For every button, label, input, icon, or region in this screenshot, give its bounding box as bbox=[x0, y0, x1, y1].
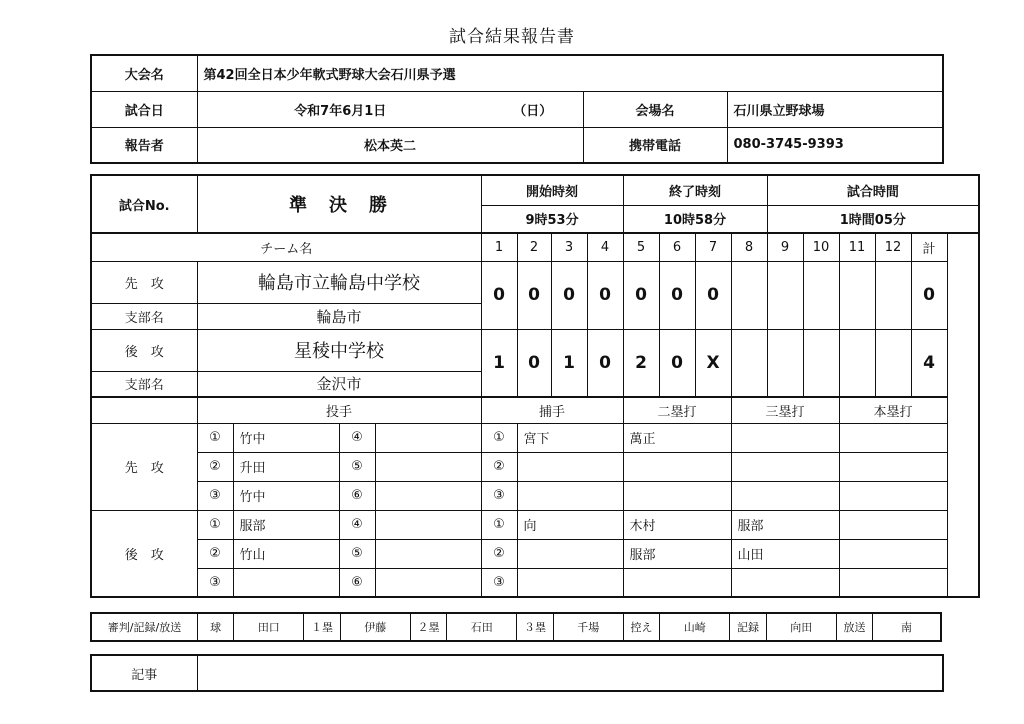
first-side-label: 先 攻 bbox=[91, 261, 197, 303]
mark: ③ bbox=[481, 568, 517, 597]
first-branch-label: 支部名 bbox=[91, 303, 197, 329]
umpire-table bbox=[90, 612, 942, 642]
second-side-label: 後 攻 bbox=[91, 329, 197, 371]
reporter-label: 報告者 bbox=[91, 127, 197, 163]
first-inning-score: 0 bbox=[551, 261, 587, 329]
first-pitcher bbox=[375, 481, 481, 510]
first-inning-score bbox=[767, 261, 803, 329]
inning-header: 8 bbox=[731, 233, 767, 261]
first-triple bbox=[731, 452, 839, 481]
first-inning-score: 0 bbox=[587, 261, 623, 329]
first-inning-score bbox=[731, 261, 767, 329]
plate-umpire: 田口 bbox=[234, 613, 304, 641]
inning-header: 1 bbox=[481, 233, 517, 261]
first-pitcher bbox=[375, 452, 481, 481]
mark: ⑥ bbox=[339, 568, 375, 597]
start-value: 9時53分 bbox=[481, 205, 623, 233]
team-name-label: チーム名 bbox=[91, 233, 481, 261]
notes-label: 記事 bbox=[91, 655, 197, 691]
first-inning-score bbox=[803, 261, 839, 329]
second-pitcher bbox=[233, 568, 339, 597]
mark: ② bbox=[481, 539, 517, 568]
players-first-label: 先 攻 bbox=[91, 423, 197, 510]
inning-header: 10 bbox=[803, 233, 839, 261]
first-catcher bbox=[517, 481, 623, 510]
notes-table bbox=[90, 654, 944, 692]
second-pitcher bbox=[375, 568, 481, 597]
record-label: 記録 bbox=[730, 613, 766, 641]
phone-value: 080-3745-9393 bbox=[727, 127, 943, 163]
third-base-label: ３塁 bbox=[517, 613, 553, 641]
second-inning-score: X bbox=[695, 329, 731, 397]
second-inning-score: 2 bbox=[623, 329, 659, 397]
first-catcher: 宮下 bbox=[517, 423, 623, 452]
first-base-label: １塁 bbox=[304, 613, 340, 641]
first-double bbox=[623, 452, 731, 481]
inning-header: 7 bbox=[695, 233, 731, 261]
second-pitcher bbox=[375, 510, 481, 539]
first-homer bbox=[839, 452, 947, 481]
second-branch-label: 支部名 bbox=[91, 371, 197, 397]
second-inning-score: 0 bbox=[659, 329, 695, 397]
first-team-name: 輪島市立輪島中学校 bbox=[197, 261, 481, 303]
second-inning-score bbox=[875, 329, 911, 397]
player-header-blank bbox=[91, 397, 197, 423]
plate-label: 球 bbox=[198, 613, 234, 641]
first-triple bbox=[731, 481, 839, 510]
second-homer bbox=[839, 539, 947, 568]
mark: ④ bbox=[339, 510, 375, 539]
inning-header: 2 bbox=[517, 233, 551, 261]
mark: ① bbox=[481, 423, 517, 452]
pitcher-label: 投手 bbox=[197, 397, 481, 423]
broadcast-label: 放送 bbox=[836, 613, 872, 641]
double-label: 二塁打 bbox=[623, 397, 731, 423]
homer-label: 本塁打 bbox=[839, 397, 947, 423]
second-branch: 金沢市 bbox=[197, 371, 481, 397]
inning-header: 12 bbox=[875, 233, 911, 261]
mark: ⑤ bbox=[339, 539, 375, 568]
tournament-value: 第42回全日本少年軟式野球大会石川県予選 bbox=[197, 55, 943, 91]
first-inning-score: 0 bbox=[623, 261, 659, 329]
first-base-umpire: 伊藤 bbox=[340, 613, 410, 641]
second-double bbox=[623, 568, 731, 597]
second-double: 木村 bbox=[623, 510, 731, 539]
inning-header: 9 bbox=[767, 233, 803, 261]
mark: ① bbox=[197, 510, 233, 539]
mark: ② bbox=[197, 539, 233, 568]
third-base-umpire: 千場 bbox=[553, 613, 623, 641]
second-inning-score: 1 bbox=[481, 329, 517, 397]
second-pitcher: 竹山 bbox=[233, 539, 339, 568]
second-pitcher bbox=[375, 539, 481, 568]
first-inning-score: 0 bbox=[481, 261, 517, 329]
first-branch: 輪島市 bbox=[197, 303, 481, 329]
first-inning-score: 0 bbox=[659, 261, 695, 329]
date-label: 試合日 bbox=[91, 91, 197, 127]
second-inning-score bbox=[731, 329, 767, 397]
document-title: 試合結果報告書 bbox=[449, 27, 575, 47]
phone-label: 携帯電話 bbox=[583, 127, 727, 163]
players-second-label: 後 攻 bbox=[91, 510, 197, 597]
first-homer bbox=[839, 423, 947, 452]
inning-header: 5 bbox=[623, 233, 659, 261]
first-double bbox=[623, 481, 731, 510]
first-inning-score bbox=[875, 261, 911, 329]
first-inning-score bbox=[839, 261, 875, 329]
second-triple: 山田 bbox=[731, 539, 839, 568]
second-homer bbox=[839, 568, 947, 597]
second-homer bbox=[839, 510, 947, 539]
second-triple bbox=[731, 568, 839, 597]
second-catcher bbox=[517, 539, 623, 568]
first-catcher bbox=[517, 452, 623, 481]
first-pitcher bbox=[375, 423, 481, 452]
second-inning-score: 0 bbox=[517, 329, 551, 397]
mark: ① bbox=[481, 510, 517, 539]
mark: ⑤ bbox=[339, 452, 375, 481]
inning-header: 6 bbox=[659, 233, 695, 261]
total-header: 計 bbox=[911, 233, 947, 261]
weekday: （日） bbox=[483, 91, 583, 127]
second-inning-score: 0 bbox=[587, 329, 623, 397]
venue-label: 会場名 bbox=[583, 91, 727, 127]
round-name: 準 決 勝 bbox=[197, 175, 481, 233]
reporter-value: 松本英二 bbox=[197, 127, 583, 163]
first-homer bbox=[839, 481, 947, 510]
mark: ③ bbox=[197, 568, 233, 597]
second-inning-score bbox=[803, 329, 839, 397]
triple-label: 三塁打 bbox=[731, 397, 839, 423]
reserve-umpire: 山崎 bbox=[660, 613, 730, 641]
second-pitcher: 服部 bbox=[233, 510, 339, 539]
umpire-label: 審判/記録/放送 bbox=[91, 613, 198, 641]
duration-label: 試合時間 bbox=[767, 175, 979, 205]
end-value: 10時58分 bbox=[623, 205, 767, 233]
inning-header: 4 bbox=[587, 233, 623, 261]
date-value: 令和7年6月1日 bbox=[197, 91, 483, 127]
second-catcher: 向 bbox=[517, 510, 623, 539]
duration-value: 1時間05分 bbox=[767, 205, 979, 233]
first-total: 0 bbox=[911, 261, 947, 329]
second-catcher bbox=[517, 568, 623, 597]
game-no-label: 試合No. bbox=[91, 175, 197, 233]
second-triple: 服部 bbox=[731, 510, 839, 539]
reserve-label: 控え bbox=[623, 613, 659, 641]
mark: ③ bbox=[197, 481, 233, 510]
mark: ① bbox=[197, 423, 233, 452]
mark: ③ bbox=[481, 481, 517, 510]
mark: ② bbox=[481, 452, 517, 481]
catcher-label: 捕手 bbox=[481, 397, 623, 423]
second-inning-score bbox=[839, 329, 875, 397]
mark: ⑥ bbox=[339, 481, 375, 510]
first-double: 萬正 bbox=[623, 423, 731, 452]
broadcast-person: 南 bbox=[873, 613, 941, 641]
first-pitcher: 竹中 bbox=[233, 481, 339, 510]
record-person: 向田 bbox=[766, 613, 836, 641]
inning-header: 3 bbox=[551, 233, 587, 261]
second-base-umpire: 石田 bbox=[447, 613, 517, 641]
tournament-label: 大会名 bbox=[91, 55, 197, 91]
second-team-name: 星稜中学校 bbox=[197, 329, 481, 371]
venue-value: 石川県立野球場 bbox=[727, 91, 943, 127]
first-inning-score: 0 bbox=[695, 261, 731, 329]
second-double: 服部 bbox=[623, 539, 731, 568]
inning-header: 11 bbox=[839, 233, 875, 261]
first-triple bbox=[731, 423, 839, 452]
game-table bbox=[90, 174, 980, 598]
first-inning-score: 0 bbox=[517, 261, 551, 329]
second-inning-score bbox=[767, 329, 803, 397]
mark: ② bbox=[197, 452, 233, 481]
notes-value[interactable] bbox=[197, 655, 943, 691]
second-total: 4 bbox=[911, 329, 947, 397]
start-label: 開始時刻 bbox=[481, 175, 623, 205]
second-base-label: ２塁 bbox=[410, 613, 446, 641]
first-pitcher: 升田 bbox=[233, 452, 339, 481]
header-table bbox=[90, 54, 944, 164]
first-pitcher: 竹中 bbox=[233, 423, 339, 452]
mark: ④ bbox=[339, 423, 375, 452]
second-inning-score: 1 bbox=[551, 329, 587, 397]
end-label: 終了時刻 bbox=[623, 175, 767, 205]
